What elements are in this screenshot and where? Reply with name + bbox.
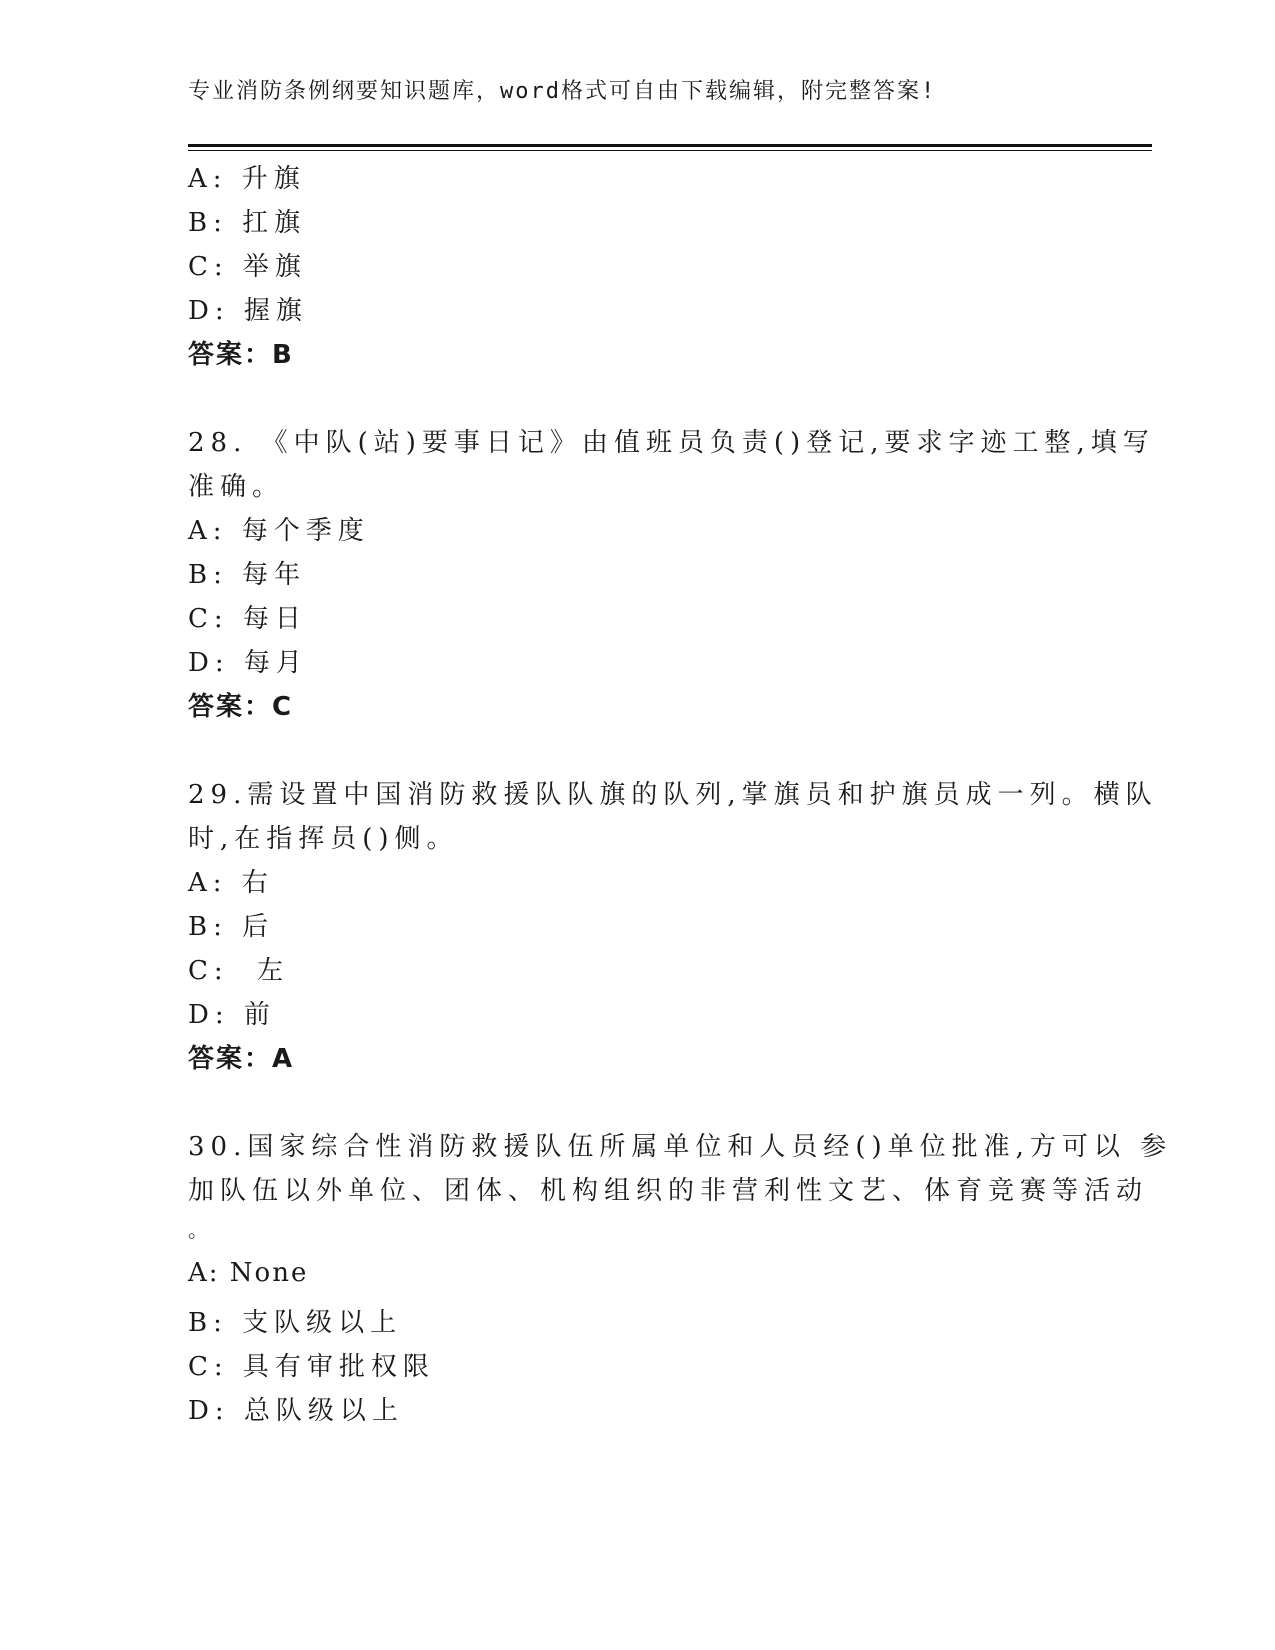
option-b: B: 后 <box>188 912 275 942</box>
header-rule-thick <box>188 144 1152 147</box>
option-b: B: 每年 <box>188 560 307 590</box>
option-d: D: 总队级以上 <box>188 1396 404 1426</box>
option-d: D: 前 <box>188 1000 276 1030</box>
question-stem: 29.需设置中国消防救援队队旗的队列,掌旗员和护旗员成一列。横队 <box>188 780 1158 810</box>
option-b: B: 支队级以上 <box>188 1308 403 1338</box>
option-a: A: 右 <box>188 868 274 898</box>
header-rule-thin <box>188 150 1152 151</box>
option-a: A: 每个季度 <box>188 516 370 546</box>
answer: 答案：B <box>188 340 294 370</box>
option-b: B: 扛旗 <box>188 208 307 238</box>
question-stem-end: 。 <box>188 1218 214 1242</box>
option-a: A: 升旗 <box>188 164 306 194</box>
question-stem: 30.国家综合性消防救援队伍所属单位和人员经()单位批准,方可以 参 <box>188 1132 1173 1162</box>
question-stem-cont: 加队伍以外单位、团体、机构组织的非营利性文艺、体育竞赛等活动 <box>188 1176 1149 1206</box>
option-a: A: None <box>188 1258 309 1288</box>
option-d: D: 每月 <box>188 648 308 678</box>
question-stem-cont: 时,在指挥员()侧。 <box>188 824 459 854</box>
option-c: C: 每日 <box>188 604 307 634</box>
page-header: 专业消防条例纲要知识题库，word格式可自由下载编辑，附完整答案! <box>188 79 937 104</box>
option-c: C: 左 <box>188 956 290 986</box>
answer: 答案：A <box>188 1044 295 1074</box>
question-stem: 28. 《中队(站)要事日记》由值班员负责()登记,要求字迹工整,填写 <box>188 428 1155 458</box>
answer: 答案：C <box>188 692 294 722</box>
option-c: C: 举旗 <box>188 252 307 282</box>
option-d: D: 握旗 <box>188 296 308 326</box>
option-c: C: 具有审批权限 <box>188 1352 435 1382</box>
question-stem-cont: 准确。 <box>188 472 285 502</box>
